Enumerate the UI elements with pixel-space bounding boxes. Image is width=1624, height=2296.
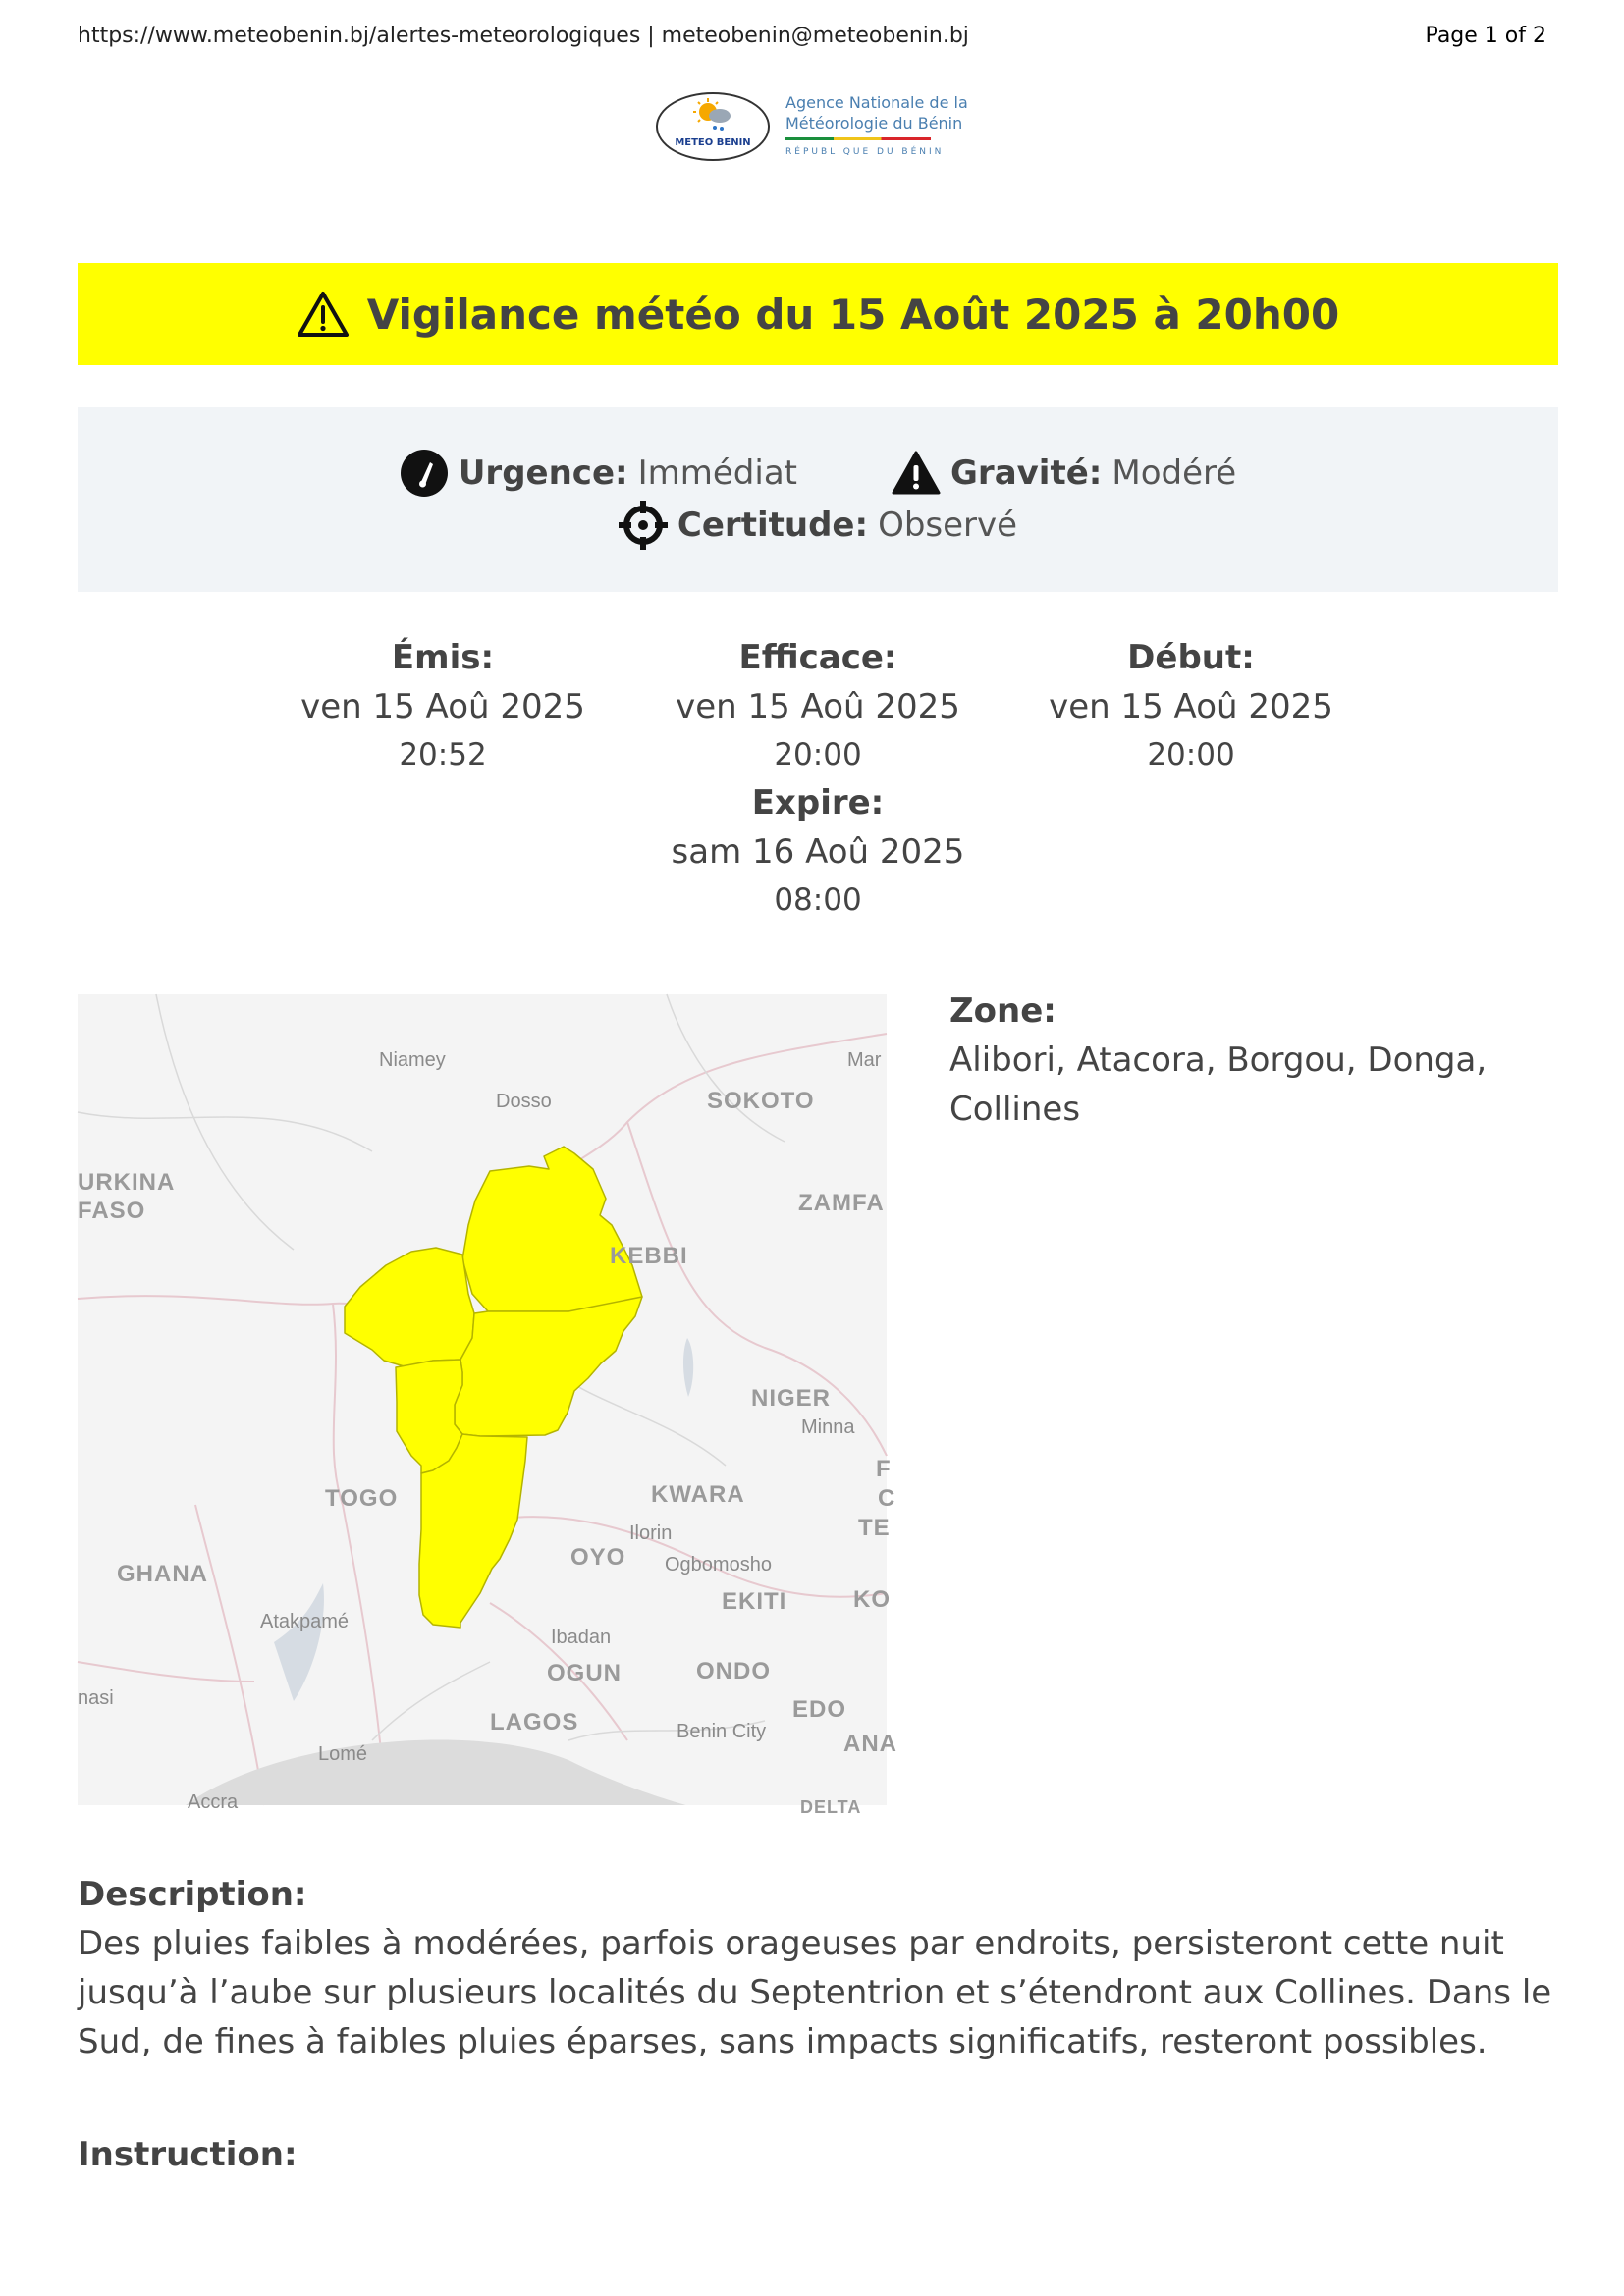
- meteo-benin-logo: [656, 88, 980, 167]
- date-day: sam 16 Aoû 2025: [671, 832, 965, 872]
- instruction-section: [78, 2130, 298, 2179]
- map-place-lome: Lomé: [318, 1743, 368, 1765]
- date-emis: [256, 633, 629, 778]
- map-region-te: TE: [858, 1515, 891, 1541]
- map-place-atakpame: Atakpamé: [260, 1611, 350, 1632]
- map-place-dosso: Dosso: [496, 1091, 552, 1112]
- urgency-label: Urgence:: [458, 454, 628, 493]
- description-line-3: Sud, de fines à faibles pluies éparses, sans impacts significatifs, resteront possibles.: [78, 2022, 1488, 2061]
- map-region-lagos: LAGOS: [490, 1709, 579, 1735]
- exclamation-triangle-icon: [892, 449, 941, 498]
- flag-rule: [785, 137, 931, 140]
- description-line-1: Des pluies faibles à modérées, parfois orageuses par endroits, persisteront cette nuit: [78, 1924, 1504, 1963]
- description-line-2: jusqu’à l’aube sur plusieurs localités du Septentrion et s’étendront aux Collines. Dans le: [78, 1973, 1552, 2012]
- map-place-ilorin: Ilorin: [629, 1522, 673, 1544]
- zone-value-line-1: Alibori, Atacora, Borgou, Donga,: [949, 1041, 1488, 1080]
- warning-icon: [297, 291, 350, 338]
- date-time: 08:00: [774, 882, 862, 918]
- map-region-ko: KO: [853, 1586, 891, 1613]
- agency-line-2: Météorologie du Bénin: [785, 114, 963, 133]
- alert-parameters: [78, 407, 1558, 592]
- map-region-ekiti: EKITI: [722, 1588, 787, 1615]
- instruction-label: Instruction:: [78, 2135, 298, 2174]
- crosshair-icon: [619, 501, 668, 550]
- map-place-niamey: Niamey: [379, 1049, 446, 1071]
- map-place-nasi: nasi: [78, 1687, 114, 1709]
- date-day: ven 15 Aoû 2025: [300, 687, 585, 726]
- date-label: Expire:: [751, 783, 885, 823]
- certainty-label: Certitude:: [677, 506, 869, 545]
- date-label: Efficace:: [738, 638, 897, 677]
- map-region-kwara: KWARA: [651, 1481, 745, 1508]
- map-place-ibadan: Ibadan: [551, 1627, 612, 1648]
- map-region-ondo: ONDO: [696, 1658, 771, 1684]
- date-efficace: [631, 633, 1004, 778]
- map-region-ana: ANA: [843, 1731, 897, 1757]
- logo-oval-text: METEO BENIN: [675, 137, 751, 148]
- date-label: Émis:: [391, 638, 495, 677]
- map-region-niger: NIGER: [751, 1385, 832, 1412]
- map-region-burkina-2: FASO: [78, 1198, 146, 1224]
- map-place-minna: Minna: [801, 1416, 855, 1438]
- map-region-burkina-1: URKINA: [78, 1169, 176, 1196]
- urgency-item: [400, 449, 797, 498]
- map-region-kebbi: KEBBI: [610, 1243, 688, 1269]
- republic-label: RÉPUBLIQUE DU BÉNIN: [785, 147, 945, 157]
- gauge-icon: [400, 449, 449, 498]
- zone-borgou: [455, 1297, 642, 1436]
- map-place-accra: Accra: [188, 1791, 239, 1813]
- date-time: 20:00: [774, 737, 862, 773]
- alert-map[interactable]: [78, 994, 897, 1817]
- alert-title: Vigilance météo du 15 Août 2025 à 20h00: [366, 290, 1340, 339]
- map-region-edo: EDO: [792, 1696, 847, 1723]
- date-expire: [631, 778, 1004, 924]
- map-place-benin-city: Benin City: [677, 1721, 767, 1742]
- map-region-oyo: OYO: [570, 1544, 626, 1571]
- description-section: [78, 1870, 1558, 2066]
- agency-line-1: Agence Nationale de la: [785, 93, 968, 112]
- date-time: 20:52: [399, 737, 487, 773]
- description-label: Description:: [78, 1875, 307, 1914]
- alert-title-banner: [78, 263, 1558, 365]
- map-region-sokoto: SOKOTO: [707, 1088, 815, 1114]
- sun-cloud-icon: [693, 98, 732, 133]
- certainty-value: Observé: [878, 506, 1018, 545]
- severity-label: Gravité:: [950, 454, 1103, 493]
- map-place-mar: Mar: [847, 1049, 882, 1071]
- date-time: 20:00: [1147, 737, 1235, 773]
- zone-section: [949, 987, 1558, 1134]
- page-number: Page 1 of 2: [1425, 24, 1546, 48]
- source-url-contact: https://www.meteobenin.bj/alertes-meteorologiques | meteobenin@meteobenin.bj: [78, 24, 969, 48]
- date-day: ven 15 Aoû 2025: [1049, 687, 1333, 726]
- map-region-togo: TOGO: [325, 1485, 399, 1512]
- date-day: ven 15 Aoû 2025: [676, 687, 960, 726]
- severity-value: Modéré: [1111, 454, 1237, 493]
- zone-atacora: [345, 1248, 474, 1367]
- map-region-zamfara: ZAMFA: [798, 1190, 885, 1216]
- date-label: Début:: [1127, 638, 1255, 677]
- urgency-value: Immédiat: [637, 454, 798, 493]
- certainty-item: [619, 501, 1017, 550]
- severity-item: [892, 449, 1236, 498]
- map-region-f: F: [876, 1456, 892, 1482]
- map-region-c: C: [878, 1485, 896, 1512]
- zone-label: Zone:: [949, 991, 1056, 1031]
- agency-name: [785, 92, 968, 133]
- date-debut: [1004, 633, 1378, 778]
- zone-alibori: [462, 1147, 642, 1311]
- map-region-ogun: OGUN: [547, 1660, 622, 1686]
- map-region-delta: DELTA: [800, 1797, 862, 1817]
- zone-value-line-2: Collines: [949, 1090, 1081, 1129]
- map-place-ogbomosho: Ogbomosho: [665, 1554, 772, 1575]
- map-region-ghana: GHANA: [117, 1561, 208, 1587]
